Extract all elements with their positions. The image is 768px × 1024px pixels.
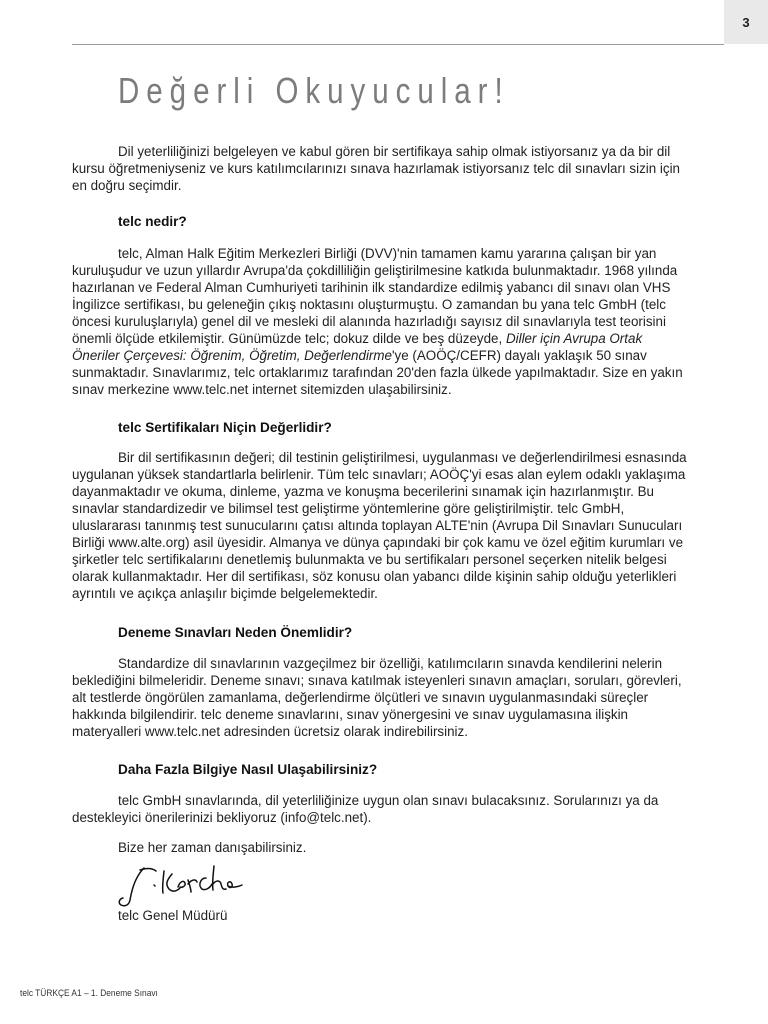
section-heading-deneme-sinavlari: Deneme Sınavları Neden Önemlidir? [118, 625, 353, 640]
handwritten-signature [114, 862, 244, 908]
section-heading-telc-nedir: telc nedir? [118, 214, 187, 229]
section-body-telc-nedir [72, 245, 688, 398]
intro-paragraph: Dil yeterliliğinizi belgeleyen ve kabul gören bir sertifikaya sahip olmak istiyorsanız ya da bir dil kursu öğretmeniyseniz ve kurs katılımcılarınızı sınava hazırlamak istiyorsanız telc dil sınavları sizin için en doğru seçimdir. [72, 144, 680, 193]
section-body-sertifika-degeri: Bir dil sertifikasının değeri; dil testinin geliştirilmesi, uygulanması ve değerlendirilmesi esnasında uygulanan yüksek standartlarla belirlenir. Tüm telc sınavları; AOÖÇ'yi esas alan eylem odaklı yaklaşıma dayanmaktadır ve okuma, dinleme, yazma ve konuşma becerilerini sınamak için hazırlanmıştır. Bu sınavlar standardizedir ve bilimsel test geliştirme yöntemlerine göre geliştirilmiştir. telc GmbH, uluslararası tanınmış test sunucularını çatısı altında toplayan ALTE'nin (Avrupa Dil Sınavları Sunucuları Birliği www.alte.org) asil üyesidir. Almanya ve dünya çapındaki bir çok kamu ve özel eğitim kurumları ve şirketler telc sertifikalarını denetlemiş bulunmakta ve bu sertifikaları personel seçerken nitelik belgesi olarak kullanmaktadır. Her dil sertifikası, söz konusu olan yabancı dilde kişinin sahip olduğu yeterlikleri ayrıntılı ve açıkça anlaşılır biçimde belgelemektedir. [72, 450, 687, 601]
page-title: Değerli Okuyucular! [118, 70, 510, 111]
header-rule [72, 44, 724, 45]
section-body-bilgi: telc GmbH sınavlarında, dil yeterliliğinize uygun olan sınavı bulacaksınız. Sorularınızı ya da destekleyici önerilerinizi bekliyoruz (info@telc.net). [72, 793, 659, 825]
signoff-title: telc Genel Müdürü [118, 908, 228, 923]
body-text: telc, Alman Halk Eğitim Merkezleri Birliği (DVV)'nin tamamen kamu yararına çalışan bir yan kuruluşudur ve uzun yıllardır Avrupa'da çokdilliliğin geliştirilmesine katkıda bulunmaktadır. 1968 yılında hazırlanan ve Federal Alman Cumhuriyeti tarihinin ilk standardize edilmiş yabancı dil sınavı olan VHS İngilizce sertifikası, bu geleneğin çıkış noktasını oluşturmuştu. O zamandan bu yana telc GmbH (telc öncesi kuruluşlarıyla) genel dil ve mesleki dil alanında hazırladığı sayısız dil sınavlarıyla test teorisini önemli ölçüde etkilemiştir. Günümüzde telc; dokuz dilde ve beş düzeyde, [72, 246, 678, 346]
page-footer: telc TÜRKÇE A1 – 1. Deneme Sınavı [20, 988, 158, 999]
section-heading-sertifika-degeri: telc Sertifikaları Niçin Değerlidir? [118, 420, 332, 435]
section-heading-bilgi: Daha Fazla Bilgiye Nasıl Ulaşabilirsiniz? [118, 762, 378, 777]
body-text: 'ye (AOÖÇ/CEFR) dayalı yaklaşık 50 sınav sunmaktadır. Sınavlarımız, telc ortaklarımız tarafından 20'den fazla ülkede yapılmaktadır. Size en yakın sınav merkezine www.telc.net internet sitemizden ulaşabilirsiniz. [72, 348, 683, 397]
section-body-deneme-sinavlari: Standardize dil sınavlarının vazgeçilmez bir özelliği, katılımcıların sınavda kendilerini nelerin beklediğini bilmeleridir. Deneme sınavı; sınava katılmak isteyenleri sınavın amaçları, soruları, görevleri, alt testlerde öngörülen zamanlama, değerlendirme ölçütleri ve sınavın uygulanmasındaki süreçler hakkında bilgilendirir. telc deneme sınavlarını, sınav yönergesini ve sınav uygulamasına ilişkin materyalleri www.telc.net adresinden ücretsiz olarak indirebilirsiniz. [72, 656, 682, 739]
page-number: 3 [724, 0, 768, 44]
closing-line: Bize her zaman danışabilirsiniz. [118, 840, 307, 855]
cefr-title-italic: Diller için Avrupa Ortak Öneriler Çerçevesi: Öğrenim, Öğretim, Değerlendirme [72, 331, 643, 363]
